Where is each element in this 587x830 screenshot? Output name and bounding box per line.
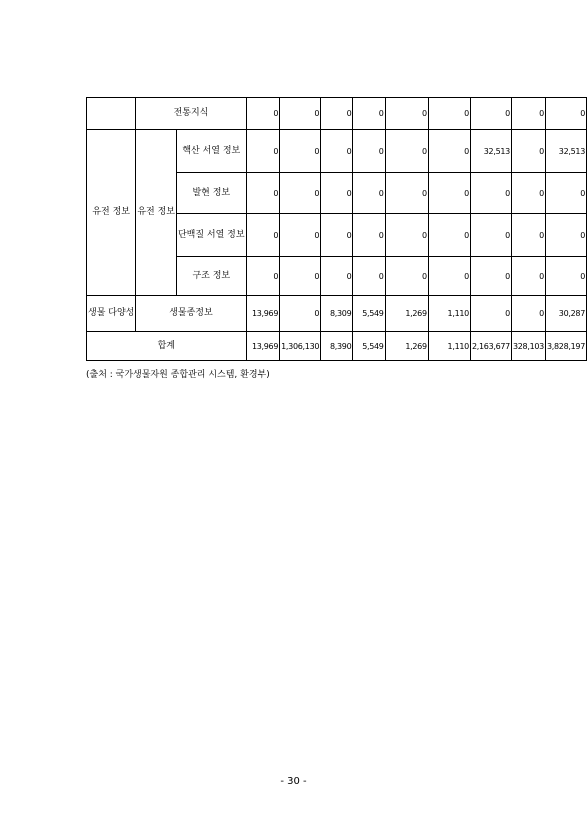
table-cell: 30,287 [545,296,586,332]
subgroup-label-genetic: 유전 정보 [136,130,177,296]
table-cell: 0 [545,257,586,296]
table-cell: 0 [246,130,280,173]
table-cell: 0 [511,257,545,296]
table-cell: 0 [280,296,321,332]
table-cell: 0 [385,130,428,173]
table-cell: 0 [428,98,470,130]
row-label: 핵산 서열 정보 [176,130,246,173]
table-cell: 0 [428,214,470,257]
table-cell: 0 [385,98,428,130]
table-cell: 0 [545,214,586,257]
table-cell: 328,103 [511,332,545,361]
table-cell: 0 [353,214,385,257]
table-cell: 0 [246,98,280,130]
table-cell: 3,828,197 [545,332,586,361]
table-cell: 0 [246,257,280,296]
total-label: 합계 [87,332,247,361]
table-cell: 0 [470,257,511,296]
table-cell: 0 [385,173,428,214]
table-cell: 0 [321,257,353,296]
table-cell: 0 [321,98,353,130]
source-note: (출처 : 국가생물자원 종합관리 시스템, 환경부) [86,370,270,380]
table-cell: 1,306,130 [280,332,321,361]
table-row [87,296,587,332]
table-cell: 8,390 [321,332,353,361]
table-cell: 0 [428,130,470,173]
table-cell: 0 [246,214,280,257]
table-row [87,332,587,361]
table-cell: 0 [280,130,321,173]
table-cell: 1,269 [385,332,428,361]
table-cell: 0 [321,214,353,257]
table-cell: 0 [511,296,545,332]
table-cell: 13,969 [246,296,280,332]
table-cell: 2,163,677 [470,332,511,361]
table-cell: 0 [353,98,385,130]
statistics-table [86,97,587,361]
row-label: 구조 정보 [176,257,246,296]
table-cell: 0 [353,257,385,296]
table-cell: 0 [511,214,545,257]
table-cell: 0 [428,173,470,214]
table-cell: 1,110 [428,296,470,332]
table-cell: 13,969 [246,332,280,361]
row-label: 단백질 서열 정보 [176,214,246,257]
table-cell: 1,110 [428,332,470,361]
table-cell: 0 [321,130,353,173]
table-cell: 0 [385,257,428,296]
table-cell: 0 [511,98,545,130]
table-row [87,98,587,130]
empty-cell [87,98,136,130]
table-cell: 32,513 [470,130,511,173]
table-cell: 5,549 [353,296,385,332]
table-cell: 0 [280,98,321,130]
table-cell: 0 [470,296,511,332]
table-cell: 8,309 [321,296,353,332]
table-cell: 0 [470,173,511,214]
table-cell: 1,269 [385,296,428,332]
table-cell: 32,513 [545,130,586,173]
table-cell: 0 [353,130,385,173]
table-cell: 0 [511,130,545,173]
table-cell: 0 [246,173,280,214]
table-row [87,130,587,173]
page-number: - 30 - [280,776,307,787]
table-cell: 0 [280,173,321,214]
table-cell: 0 [280,257,321,296]
table-cell: 0 [353,173,385,214]
group-label-biodiversity: 생물 다양성 [87,296,136,332]
table-cell: 0 [280,214,321,257]
table-cell: 0 [470,98,511,130]
row-label: 전통지식 [136,98,246,130]
table-cell: 0 [545,98,586,130]
row-label: 발현 정보 [176,173,246,214]
table-cell: 5,549 [353,332,385,361]
table-cell: 0 [511,173,545,214]
table-cell: 0 [321,173,353,214]
group-label-genetic: 유전 정보 [87,130,136,296]
table-cell: 0 [428,257,470,296]
row-label: 생물종정보 [136,296,246,332]
table-cell: 0 [470,214,511,257]
table-cell: 0 [385,214,428,257]
table-cell: 0 [545,173,586,214]
